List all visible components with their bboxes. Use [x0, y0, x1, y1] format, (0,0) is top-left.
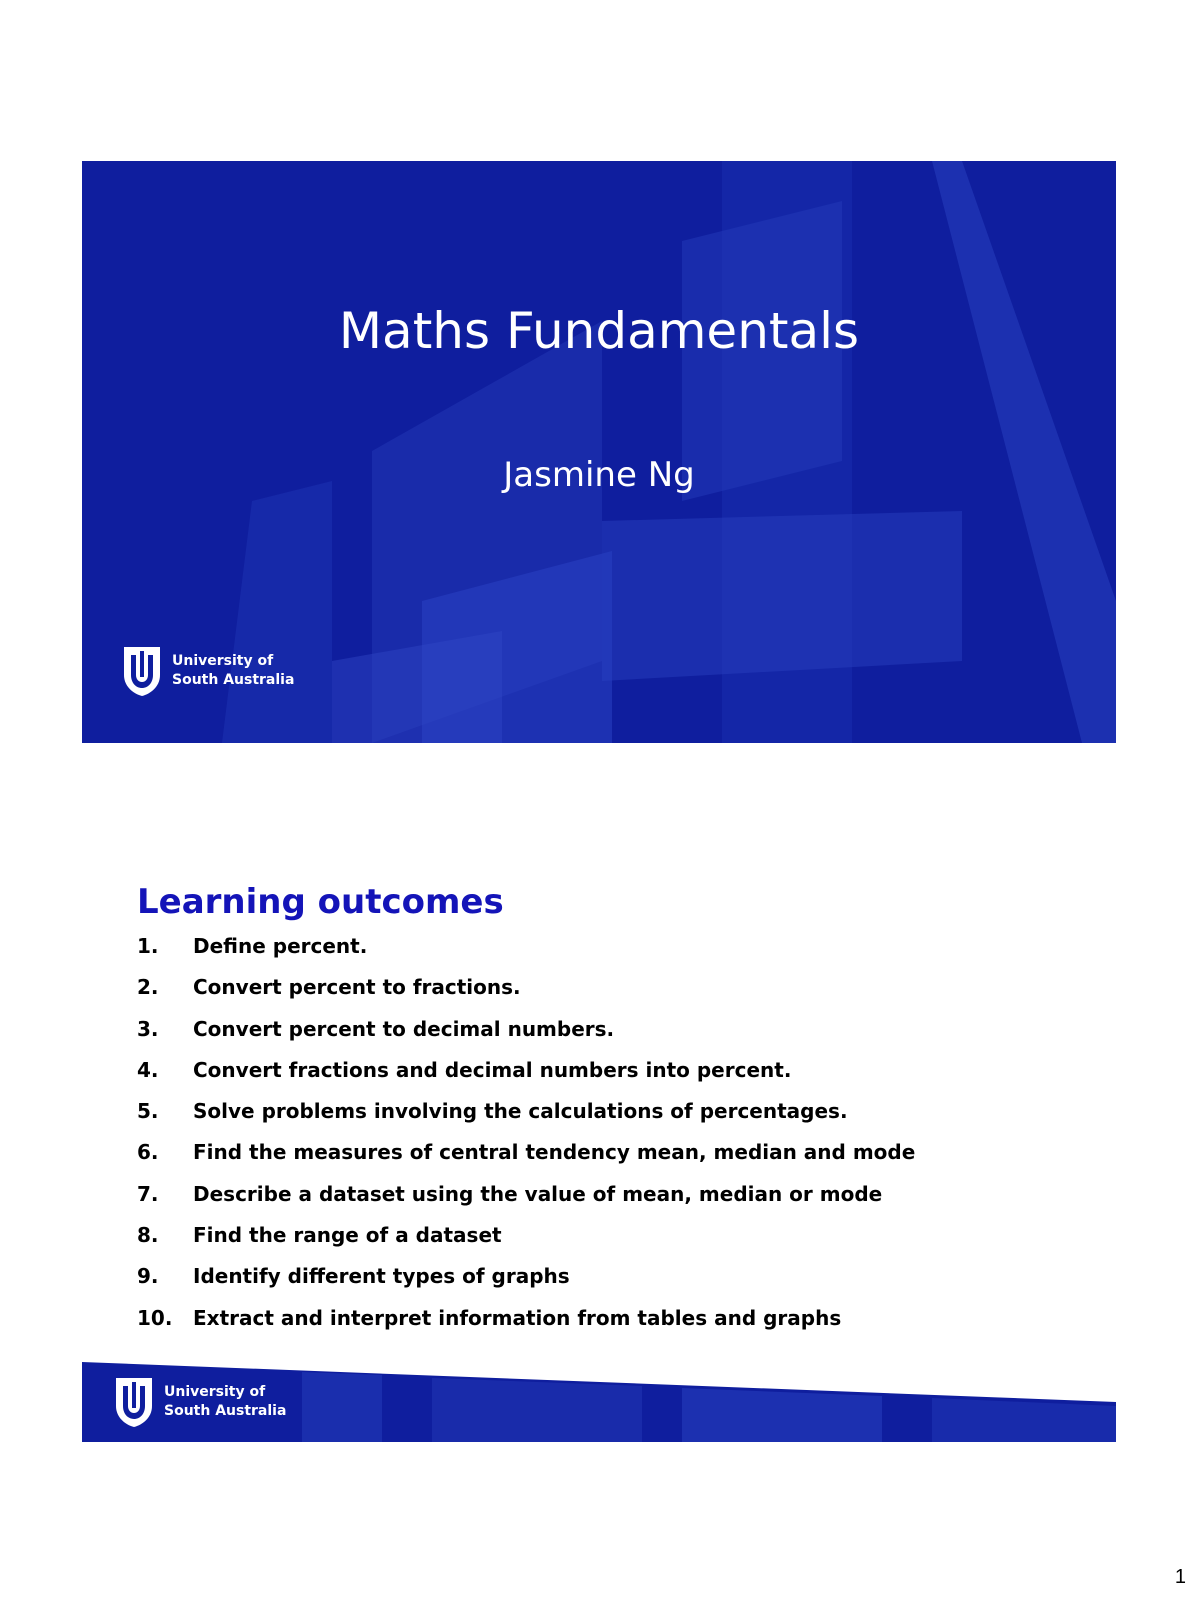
university-shield-icon — [114, 1376, 154, 1428]
item-number: 5. — [137, 1099, 159, 1124]
item-text: Convert percent to fractions. — [193, 975, 521, 1000]
learning-outcomes-slide — [82, 880, 1116, 1442]
item-number: 9. — [137, 1264, 159, 1289]
item-text: Define percent. — [193, 934, 368, 958]
slide-title: Maths Fundamentals — [338, 302, 860, 360]
title-slide — [82, 161, 1116, 743]
item-number: 10. — [137, 1305, 173, 1330]
list-item — [137, 1304, 915, 1345]
university-logo — [114, 1376, 286, 1428]
list-item — [137, 1221, 915, 1262]
outcomes-list — [137, 932, 915, 1345]
logo-text-line1: University of — [172, 653, 274, 669]
logo-text-line2: South Australia — [164, 1403, 287, 1419]
item-number: 1. — [137, 934, 159, 958]
item-text: Identify different types of graphs — [193, 1264, 570, 1289]
list-item — [137, 1180, 915, 1221]
item-text: Solve problems involving the calculations of percentages. — [193, 1099, 848, 1124]
logo-text-line1: University of — [164, 1384, 266, 1400]
item-text: Convert fractions and decimal numbers into percent. — [193, 1057, 792, 1082]
list-item — [137, 1097, 915, 1138]
item-number: 8. — [137, 1223, 159, 1248]
university-logo — [122, 645, 294, 697]
list-item — [137, 1262, 915, 1303]
list-item — [137, 1015, 915, 1056]
item-text: Convert percent to decimal numbers. — [193, 1016, 615, 1041]
list-item — [137, 973, 915, 1014]
presenter-name: Jasmine Ng — [503, 455, 695, 495]
list-item — [137, 1138, 915, 1179]
logo-text-line2: South Australia — [172, 672, 295, 688]
item-number: 6. — [137, 1140, 159, 1165]
item-text: Describe a dataset using the value of mean, median or mode — [193, 1181, 883, 1206]
item-number: 4. — [137, 1057, 159, 1082]
item-number: 7. — [137, 1181, 159, 1206]
item-text: Find the measures of central tendency mean, median and mode — [193, 1140, 916, 1165]
page-number: 1 — [1174, 1566, 1186, 1588]
list-item — [137, 932, 915, 973]
item-text: Extract and interpret information from tables and graphs — [193, 1305, 842, 1330]
slide-heading: Learning outcomes — [137, 882, 504, 922]
item-text: Find the range of a dataset — [193, 1223, 502, 1248]
item-number: 3. — [137, 1016, 159, 1041]
university-shield-icon — [122, 645, 162, 697]
item-number: 2. — [137, 975, 159, 1000]
list-item — [137, 1056, 915, 1097]
